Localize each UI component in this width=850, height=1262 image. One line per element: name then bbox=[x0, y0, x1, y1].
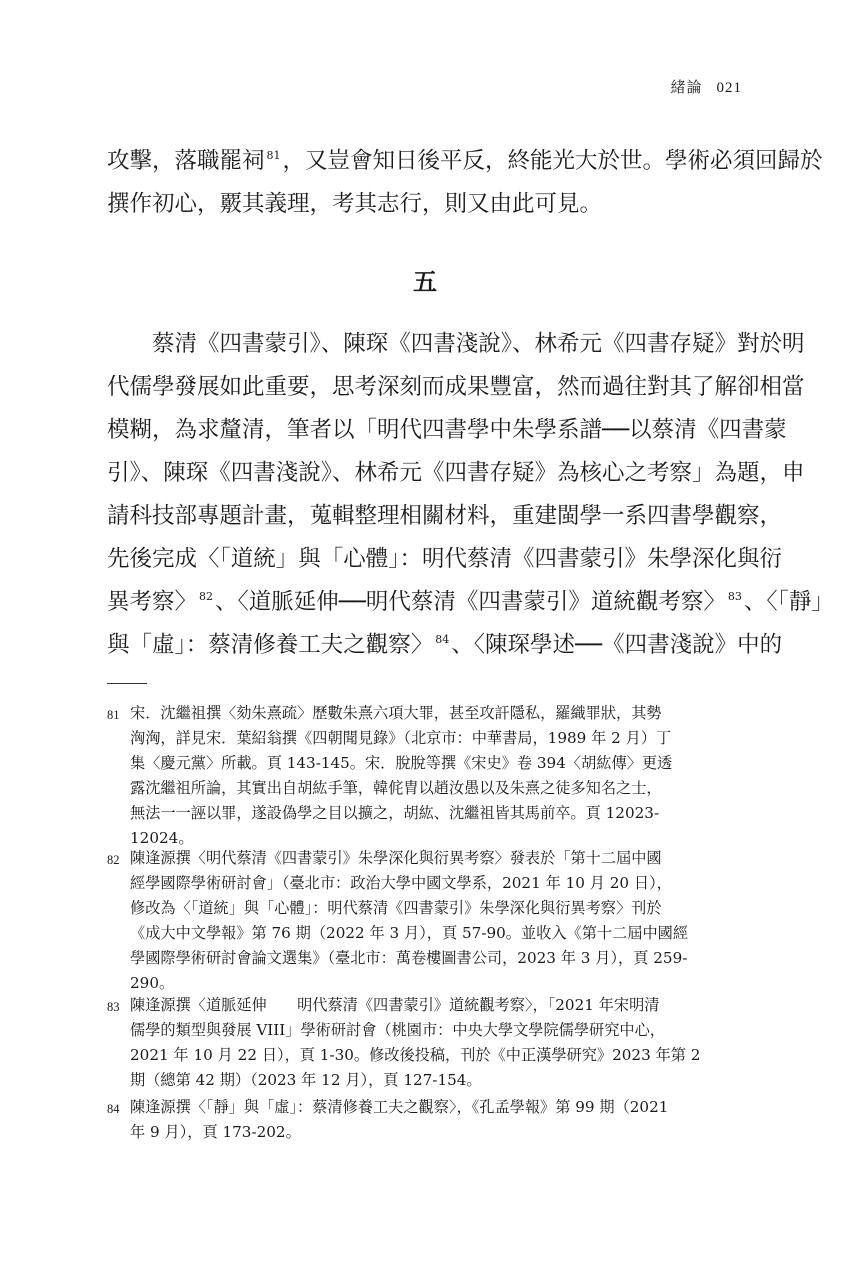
footnote-line: 修改為〈「道統」與「心體」：明代蔡清《四書蒙引》朱學深化與衍異考察〉刊於 bbox=[130, 899, 662, 917]
body-line: 撰作初心，覈其義理，考其志行，則又由此可見。 bbox=[107, 191, 603, 217]
footnote-ref[interactable]: 84 bbox=[435, 633, 450, 646]
footnote-number: 82 bbox=[107, 853, 120, 867]
footnote-line: 陳逢源撰〈明代蔡清《四書蒙引》朱學深化與衍異考察〉發表於「第十二屆中國 bbox=[130, 849, 662, 867]
body-line: 異考察〉 $^{82}$、〈道脈延伸──明代蔡清《四書蒙引》道統觀考察〉 $^{83}$、〈「靜」 bbox=[107, 589, 834, 615]
footnote-line: 集〈慶元黨〉所載。頁 143-145。宋．脫脫等撰《宋史》卷 394〈胡紘傳〉更透 bbox=[130, 754, 673, 772]
footnote-line: 洶洶，詳見宋．葉紹翁撰《四朝聞見錄》（北京市：中華書局，1989 年 2 月）丁 bbox=[130, 729, 672, 747]
footnote-line: 宋．沈繼祖撰〈劾朱熹疏〉歷數朱熹六項大罪，甚至攻訐隱私，羅織罪狀，其勢 bbox=[130, 704, 662, 722]
footnote-ref[interactable]: 83 bbox=[727, 590, 742, 603]
footnote-separator bbox=[107, 683, 147, 684]
body-line: 模糊，為求釐清，筆者以「明代四書學中朱學系譜──以蔡清《四書蒙 bbox=[107, 417, 787, 443]
page-number: 021 bbox=[716, 80, 742, 96]
section-title: 五 bbox=[413, 267, 437, 296]
footnote-line: 儒學的類型與發展 VIII」學術研討會（桃園市：中央大學文學院儒學研究中心， bbox=[130, 1021, 665, 1039]
body-line: 請科技部專題計畫，蒐輯整理相關材料，重建閩學一系四書學觀察， bbox=[107, 503, 783, 529]
body-line: 先後完成〈「道統」與「心體」：明代蔡清《四書蒙引》朱學深化與衍 bbox=[107, 546, 783, 572]
footnote-line: 露沈繼祖所論，其實出自胡紘手筆，韓侂胄以趙汝愚以及朱熹之徒多知名之士， bbox=[130, 779, 662, 797]
body-line: 代儒學發展如此重要，思考深刻而成果豐富，然而過往對其了解卻相當 bbox=[107, 374, 805, 400]
body-line: 攻擊，落職罷祠 $^{81}$，又豈會知日後平反，終能光大於世。學術必須回歸於 bbox=[107, 148, 823, 174]
footnote-line: 290。 bbox=[130, 974, 175, 992]
footnote-line: 陳逢源撰〈道脈延伸 明代蔡清《四書蒙引》道統觀考察〉，「2021 年宋明清 bbox=[130, 996, 660, 1014]
footnote-line: 2021 年 10 月 22 日），頁 1-30。修改後投稿，刊於《中正漢學研究》2023 年第 2 bbox=[130, 1046, 701, 1064]
body-line: 與「虛」：蔡清修養工夫之觀察〉 $^{84}$、〈陳琛學述──《四書淺說》中的 bbox=[107, 632, 783, 658]
footnote-number: 84 bbox=[107, 1102, 120, 1116]
body-line: 蔡清《四書蒙引》、陳琛《四書淺說》、林希元《四書存疑》對於明 bbox=[107, 331, 805, 357]
chapter-title: 緒論 bbox=[670, 78, 703, 96]
footnote-ref[interactable]: 81 bbox=[266, 149, 281, 162]
footnote-line: 學國際學術研討會論文選集》（臺北市：萬卷樓圖書公司，2023 年 3 月），頁 259- bbox=[130, 949, 688, 967]
footnote-number: 81 bbox=[107, 708, 120, 722]
body-line: 引》、陳琛《四書淺說》、林希元《四書存疑》為核心之考察」為題，申 bbox=[107, 460, 805, 486]
footnote-line: 12024。 bbox=[130, 829, 194, 847]
footnote-line: 經學國際學術研討會」（臺北市：政治大學中國文學系，2021 年 10 月 20 日）， bbox=[130, 874, 672, 892]
footnote-ref[interactable]: 82 bbox=[199, 590, 214, 603]
footnote-line: 無法一一誣以罪，遂設偽學之目以擴之，胡紘、沈繼祖皆其馬前卒。頁 12023- bbox=[130, 804, 660, 822]
footnote-line: 期（總第 42 期）（2023 年 12 月），頁 127-154。 bbox=[130, 1071, 482, 1089]
footnote-number: 83 bbox=[107, 1000, 120, 1014]
running-head bbox=[670, 76, 742, 97]
footnote-line: 年 9 月），頁 173-202。 bbox=[130, 1123, 301, 1141]
footnote-line: 《成大中文學報》第 76 期（2022 年 3 月），頁 57-90。並收入《第十二屆中國經 bbox=[130, 924, 689, 942]
footnote-line: 陳逢源撰〈「靜」與「虛」：蔡清修養工夫之觀察〉，《孔孟學報》第 99 期（2021 bbox=[130, 1098, 669, 1116]
